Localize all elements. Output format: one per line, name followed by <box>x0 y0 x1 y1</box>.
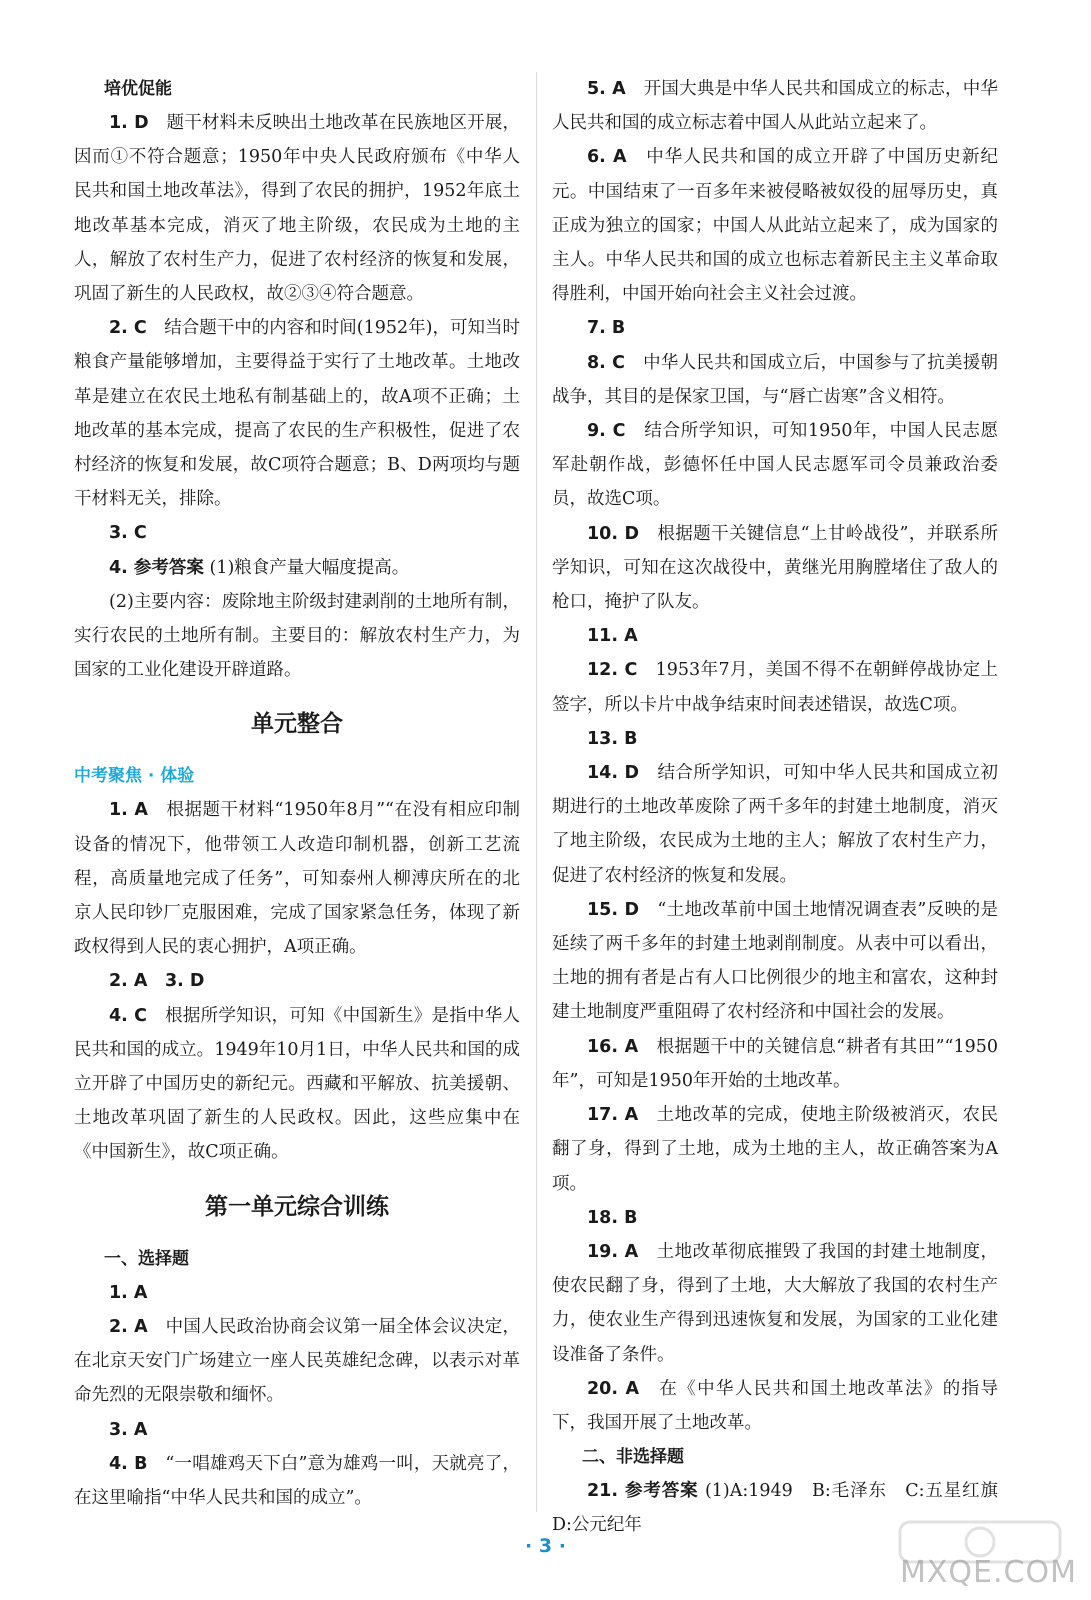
section-heading-zhongkao: 中考聚焦 · 体验 <box>74 766 195 787</box>
answer-item: 19. A 土地改革彻底摧毁了我国的封建土地制度，使农民翻了身，得到了土地，大大解放了我国的农村生产力，使农业生产得到迅速恢复和发展，为国家的工业化建设准备了条件。 <box>552 1241 999 1365</box>
answer-item: 1. D 题干材料未反映出土地改革在民族地区开展，因而①不符合题意；1950年中央人民政府颁布《中华人民共和国土地改革法》，得到了农民的拥护，1952年底土地改革基本完成，消灭了地主阶级，农民成为土地的主人，解放了农村生产力，促进了农村经济的恢复和发展，巩固了新生的人民政权，故②③④符合题意。 <box>74 113 521 305</box>
answer-item: 17. A 土地改革的完成，使地主阶级被消灭，农民翻了身，得到了土地，成为土地的主人，故正确答案为A项。 <box>552 1105 999 1194</box>
answer-item: 4. B “一唱雄鸡天下白”意为雄鸡一叫，天就亮了，在这里喻指“中华人民共和国的成立”。 <box>74 1453 520 1508</box>
answer-item: 1. A 根据题干材料“1950年8月”“在没有相应印制设备的情况下，他带领工人改造印制机器，创新工艺流程，高质量地完成了任务”，可知泰州人柳溥庆所在的北京人民印钞厂克服困难，完成了国家紧急任务，体现了新政权得到人民的衷心拥护，A项正确。 <box>74 800 521 958</box>
answer-item-continued: (2)主要内容：废除地主阶级封建剥削的土地所有制，实行农民的土地所有制。主要目的：解放农村生产力，为国家的工业化建设开辟道路。 <box>74 591 520 681</box>
answer-item: 4. 参考答案 (1)粮食产量大幅度提高。 <box>109 557 410 578</box>
answer-item: 15. D “土地改革前中国土地情况调查表”反映的是延续了两千多年的封建土地剥削制度。从表中可以看出，土地的拥有者是占有人口比例很少的地主和富农，这种封建土地制度严重阻碍了农村经济和中国社会的发展。 <box>552 899 998 1023</box>
answer-item: 21. 参考答案 (1)A:1949 B:毛泽东 C:五星红旗 D:公元纪年 <box>552 1481 1016 1536</box>
section-heading-peiyou: 培优促能 <box>104 79 172 99</box>
answer-item: 3. C <box>109 523 147 544</box>
answer-item: 8. C 中华人民共和国成立后，中国参与了抗美援朝战争，其目的是保家卫国，与“唇亡齿寒”含义相符。 <box>552 352 999 407</box>
page-number: · 3 · <box>525 1535 566 1557</box>
answer-item: 4. C 根据所学知识，可知《中国新生》是指中华人民共和国的成立。1949年10月1日，中华人民共和国的成立开辟了中国历史的新纪元。西藏和平解放、抗美援朝、土地改革巩固了新生的人民政权。因此，这些应集中在《中国新生》，故C项正确。 <box>74 1005 521 1163</box>
answer-item: 14. D 结合所学知识，可知中华人民共和国成立初期进行的土地改革废除了两千多年的封建土地制度，消灭了地主阶级，农民成为土地的主人；解放了农村生产力，促进了农村经济的恢复和发展。 <box>552 763 999 886</box>
answer-item: 5. A 开国大典是中华人民共和国成立的标志，中华人民共和国的成立标志着中国人从此站立起来了。 <box>552 79 999 134</box>
unit-training-title: 第一单元综合训练 <box>205 1193 389 1220</box>
column-divider <box>536 72 537 1512</box>
watermark-text: MXQE.COM <box>900 1555 1077 1590</box>
answer-item: 3. A <box>109 1419 148 1440</box>
answer-item: 7. B <box>587 318 626 339</box>
answer-item: 9. C 结合所学知识，可知1950年，中国人民志愿军赴朝作战，彭德怀任中国人民志愿军司令员兼政治委员，故选C项。 <box>552 421 998 510</box>
answer-item: 11. A <box>587 626 638 647</box>
answer-item: 2. A 3. D <box>109 971 205 992</box>
section-heading-nonchoice: 二、非选择题 <box>582 1447 684 1468</box>
answer-item: 12. C 1953年7月，美国不得不在朝鲜停战协定上签字，所以卡片中战争结束时间表述错误，故选C项。 <box>552 660 999 715</box>
answer-item: 6. A 中华人民共和国的成立开辟了中国历史新纪元。中国结束了一百多年来被侵略被奴役的屈辱历史，真正成为独立的国家；中国人从此站立起来了，成为国家的主人。中华人民共和国的成立也标志着新民主主义革命取得胜利，中国开始向社会主义社会过渡。 <box>552 147 999 305</box>
answer-item: 2. C 结合题干中的内容和时间(1952年)，可知当时粮食产量能够增加，主要得益于实行了土地改革。土地改革是建立在农民土地私有制基础上的，故A项不正确；土地改革的基本完成，提高了农民的生产积极性，促进了农村经济的恢复和发展，故C项符合题意；B、D两项均与题干材料无关，排除。 <box>74 318 520 510</box>
unit-integration-title: 单元整合 <box>251 711 343 738</box>
answer-item: 20. A 在《中华人民共和国土地改革法》的指导下，我国开展了土地改革。 <box>552 1378 999 1433</box>
answer-item: 2. A 中国人民政治协商会议第一届全体会议决定，在北京天安门广场建立一座人民英雄纪念碑，以表示对革命先烈的无限崇敬和缅怀。 <box>74 1316 521 1406</box>
answer-item: 13. B <box>587 728 638 749</box>
answer-item: 10. D 根据题干关键信息“上甘岭战役”，并联系所学知识，可知在这次战役中，黄继光用胸膛堵住了敌人的枪口，掩护了队友。 <box>552 523 998 613</box>
answer-item: 16. A 根据题干中的关键信息“耕者有其田”“1950年”，可知是1950年开始的土地改革。 <box>552 1036 999 1091</box>
right-column <box>552 72 1016 1543</box>
section-heading-choice: 一、选择题 <box>104 1248 189 1269</box>
answer-item: 18. B <box>587 1207 638 1228</box>
answer-item: 1. A <box>109 1282 148 1303</box>
left-column <box>74 72 520 1515</box>
